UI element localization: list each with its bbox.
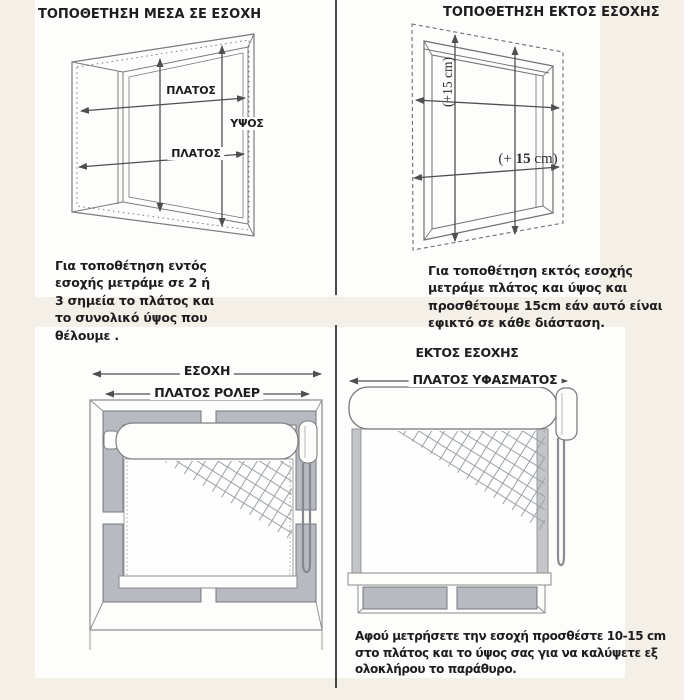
note-line: Αφού μετρήσετε την εσοχή προσθέστε 10-15 cm bbox=[355, 629, 666, 643]
roller-tube bbox=[116, 423, 298, 459]
note-bottom bbox=[355, 628, 666, 678]
note-line: στο πλάτος και το ύψος σας για να καλύψετε εξ bbox=[355, 645, 658, 660]
note-line: εσοχής μετράμε σε 2 ή bbox=[55, 275, 210, 291]
note-line: το συνολικό ύψος που bbox=[55, 310, 208, 326]
add-15cm-vertical-label: (+15 cm) bbox=[440, 57, 455, 107]
recess-roller-front-diagram bbox=[90, 374, 322, 650]
note-line: Για τοποθέτηση εκτός εσοχής bbox=[428, 263, 633, 278]
title-inside-recess: ΤΟΠΟΘΕΤΗΣΗ ΜΕΣΑ ΣΕ ΕΣΟΧΗ bbox=[38, 7, 262, 22]
measure-arrows-inside bbox=[79, 46, 245, 226]
add-15cm-horizontal-label bbox=[498, 151, 557, 168]
note-line: 3 σημεία το πλάτος και bbox=[55, 292, 215, 308]
sill-gray-frame bbox=[363, 587, 537, 609]
recess-window-perspective-diagram bbox=[72, 34, 254, 236]
note-line: θέλουμε . bbox=[55, 327, 119, 343]
outside-roller-front-diagram bbox=[348, 381, 577, 613]
note-line: εφικτό σε κάθε διάσταση. bbox=[428, 315, 605, 331]
add-width-suffix: cm) bbox=[530, 151, 558, 167]
recess-label: ΕΣΟΧΗ bbox=[180, 363, 234, 378]
blind-bottom-rail bbox=[348, 573, 551, 585]
title-outside-recess-diagram: ΕΚΤΟΣ ΕΣΟΧΗΣ bbox=[415, 345, 519, 360]
add-width-prefix: (+ bbox=[498, 151, 516, 167]
note-line: Για τοποθέτηση εντός bbox=[55, 258, 207, 273]
height-label: ΥΨΟΣ bbox=[226, 117, 267, 130]
measure-arrows-outside bbox=[414, 35, 559, 241]
roller-width-label: ΠΛΑΤΟΣ ΡΟΛΕΡ bbox=[150, 385, 263, 400]
add-width-value: 15 bbox=[515, 151, 531, 167]
blind-bottom-rail bbox=[119, 576, 297, 588]
roller-end-control bbox=[299, 421, 317, 463]
roller-end-control bbox=[556, 388, 577, 440]
fabric-width-label: ΠΛΑΤΟΣ ΥΦΑΣΜΑΤΟΣ bbox=[409, 372, 562, 387]
note-line: προσθέτουμε 15cm εάν αυτό είναι bbox=[428, 297, 663, 313]
note-outside-recess bbox=[428, 262, 662, 332]
pull-chain bbox=[558, 438, 564, 565]
title-outside-recess: ΤΟΠΟΘΕΤΗΣΗ ΕΚΤΟΣ ΕΣΟΧΗΣ bbox=[443, 5, 660, 20]
width-label-top: ΠΛΑΤΟΣ bbox=[162, 84, 219, 97]
note-line: μετράμε πλάτος και ύψος και bbox=[428, 280, 628, 296]
width-label-bottom: ΠΛΑΤΟΣ bbox=[167, 147, 224, 160]
roller-tube bbox=[349, 387, 557, 429]
outside-window-perspective-diagram bbox=[412, 24, 563, 250]
note-inside-recess bbox=[55, 257, 214, 344]
note-line: ολοκλήρου το παράθυρο. bbox=[355, 662, 517, 676]
